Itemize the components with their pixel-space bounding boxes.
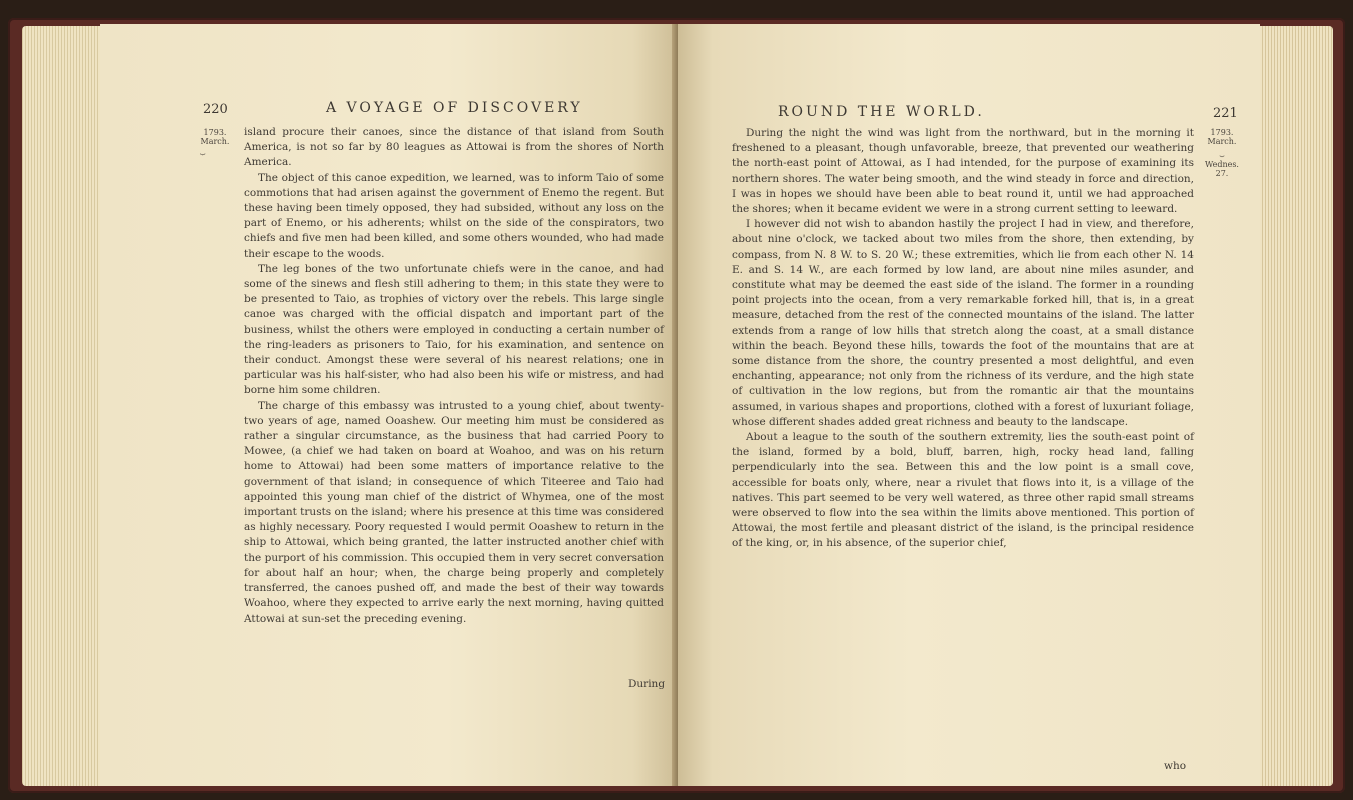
left-running-head: A VOYAGE OF DISCOVERY	[326, 100, 583, 116]
left-margin-month: March.	[200, 137, 230, 146]
left-page-stack	[22, 26, 112, 786]
right-page	[678, 24, 1260, 786]
left-page-number: 220	[203, 102, 228, 117]
left-paragraph-1: island procure their canoes, since the distance of that island from South America, is not so far by 80 leagues as Attowai is from the shores of North America.	[244, 126, 664, 169]
left-page	[100, 24, 678, 786]
left-catchword: During	[628, 678, 666, 690]
left-body-text	[244, 125, 664, 627]
right-paragraph-1: During the night the wind was light from the northward, but in the morning it freshened to a pleasant, though unfavorable, breeze, that prevented our weathering the north-east point of Attowai, as I had intended, for the purpose of examining its northern shores. The water being smooth, and the wind steady in force and direction, I was in hopes we should have been able to beat round it, until we had approached the shores; when it became evident we were in a strong current setting to leeward.	[732, 127, 1194, 216]
right-paragraph-3: About a league to the south of the southern extremity, lies the south-east point of the island, formed by a bold, bluff, barren, high, rocky head land, falling perpendicularly into the sea. Between this and the low point is a small cove, accessible for boats only, where, near a rivulet that flows into it, is a village of the natives. This part seemed to be very well watered, as three other rapid small streams were observed to flow into the sea within the limits above mentioned. This portion of Attowai, the most fertile and pleasant district of the island, is the principal residence of the king, or, in his absence, of the superior chief,	[732, 431, 1194, 550]
right-margin-day: Wednes. 27.	[1205, 160, 1239, 178]
left-paragraph-3: The leg bones of the two unfortunate chiefs were in the canoe, and had some of the sinews and flesh still adhering to them; in this state they were to be presented to Taio, as trophies of victory over the rebels. This large single canoe was charged with the official dispatch and important part of the business, whilst the others were employed in conducting a certain number of the ring-leaders as prisoners to Taio, for his examination, and sentence on their conduct. Amongst these were several of his nearest relations; one in particular was his half-sister, who had also been his wife or mistress, and had borne him some children.	[244, 262, 664, 397]
right-margin-date	[1198, 128, 1246, 178]
right-margin-brace: ⏟	[1219, 148, 1225, 157]
left-paragraph-2: The object of this canoe expedition, we learned, was to inform Taio of some commotions that had arisen against the government of Enemo the regent. But these having been timely opposed, they had subsided, without any loss on the part of Enemo, or his adherents; whilst on the side of the conspirators, two chiefs and five men had been killed, and some others wounded, who had made their escape to the woods.	[244, 171, 664, 260]
right-paragraph-2: I however did not wish to abandon hastily the project I had in view, and therefore, about nine o'clock, we tacked about two miles from the shore, then extending, by compass, from N. 8 W. to S. 20 W.; these extremities, which lie from each other N. 14 E. and S. 14 W., are each formed by low land, are about nine miles asunder, and constitute what may be deemed the east side of the island. The former in a rounding point projects into the ocean, from a very remarkable forked hill, that is, in a great measure, detached from the rest of the connected mountains of the island. The latter extends from a range of low hills that stretch along the coast, at a small distance within the beach. Beyond these hills, towards the foot of the mountains that are at some distance from the shore, the country presented a most delightful, and even enchanting, appearance; not only from the richness of its verdure, and the high state of cultivation in the low regions, but from the romantic air that the mountains assumed, in various shapes and proportions, clothed with a forest of luxuriant foliage, whose different shades added great richness and beauty to the landscape.	[732, 218, 1194, 428]
right-margin-year: 1793.	[1210, 128, 1234, 137]
left-margin-brace: ⏟	[200, 146, 206, 156]
left-paragraph-4: The charge of this embassy was intrusted to a young chief, about twenty-two years of age, named Ooashew. Our meeting him must be considered as rather a singular circumstance, as the business that had carried Poory to Mowee, (a chief we had taken on board at Woahoo, and was on his return home to Attowai) had been some matters of importance relative to the government of that island; in consequence of which Titeeree and Taio had appointed this young man chief of the district of Whymea, one of the most important trusts on the island; where his presence at this time was considered as highly necessary. Poory requested I would permit Ooashew to return in the ship to Attowai, which being granted, the latter instructed another chief with the purport of his commission. This occupied them in very secret conversation for about half an hour; when, the charge being properly and completely transferred, the canoes pushed off, and made the best of their way towards Woahoo, where they expected to arrive early the next morning, having quitted Attowai at sun-set the preceding evening.	[244, 399, 664, 625]
left-margin-year: 1793.	[203, 128, 227, 137]
left-margin-date	[198, 128, 232, 146]
right-page-number: 221	[1213, 106, 1238, 121]
right-body-text	[732, 126, 1194, 552]
right-running-head: ROUND THE WORLD.	[778, 104, 985, 120]
right-margin-month: March.	[1207, 137, 1237, 146]
right-catchword: who	[1164, 760, 1187, 772]
